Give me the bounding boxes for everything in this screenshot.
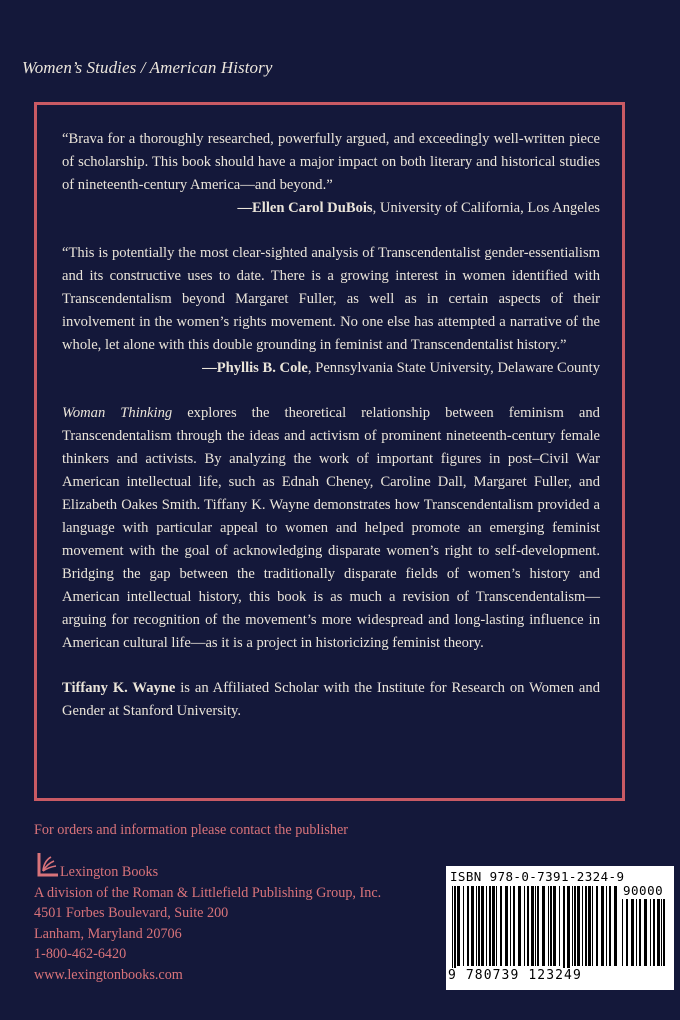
barcode-bar (577, 886, 580, 966)
barcode-bar (567, 886, 570, 974)
barcode-bar (457, 886, 460, 966)
publisher-info (34, 862, 381, 985)
isbn-text: ISBN 978-0-7391-2324-9 (450, 869, 625, 884)
blurb-affiliation-2: , Pennsylvania State University, Delaware County (307, 360, 600, 376)
barcode-bar (596, 886, 598, 966)
barcode-bar (614, 886, 617, 966)
barcode-bar (601, 886, 604, 966)
back-cover-text (62, 128, 600, 723)
publisher-division: A division of the Roman & Littlefield Publishing Group, Inc. (34, 884, 382, 901)
barcode-bar (653, 899, 655, 966)
barcode-bar (550, 886, 552, 966)
barcode-bar (548, 886, 549, 966)
barcode-bar (559, 886, 560, 966)
barcode-bar (496, 886, 497, 966)
barcode-bar (467, 886, 469, 966)
barcode-bar (631, 899, 634, 966)
description-text: explores the theoretical relationship between feminism and Transcendentalism through the ideas and activism of prominent nineteenth-century female thinkers and activists. By analyzing the work of important figures in post–Civil War American intellectual life, such as Ednah Cheney, Caroline Dall, Margaret Fuller, and Elizabeth Oakes Smith. Tiffany K. Wayne demonstrates how Transcendentalism provided a language with particular appeal to women and helped promote an emerging feminist movement with the goal of acknowledging disparate women’s right to self-development. Bridging the gap between the traditionally disparate fields of women’s history and American intellectual history, this book is as much a revision of Transcendentalism—arguing for recognition of the movement’s more widespread and long-lasting influence in American cultural life—as it is a project in historicizing feminist theory. (62, 405, 600, 651)
barcode-bar (513, 886, 515, 966)
barcode-bar (636, 899, 637, 966)
barcode-bar (563, 886, 565, 974)
barcode (446, 866, 674, 990)
barcode-bar (478, 886, 480, 966)
addon-number: 90000 (623, 883, 664, 898)
barcode-bar (663, 899, 665, 966)
barcode-bar (476, 886, 477, 966)
blurb-affiliation-1: , University of California, Los Angeles (372, 200, 600, 216)
book-description (62, 402, 600, 655)
barcode-bar (481, 886, 484, 966)
barcode-bar (489, 886, 491, 966)
blurb-attribution-2 (62, 357, 600, 380)
blurb-attribution-1 (62, 197, 600, 220)
barcode-bar (661, 899, 662, 966)
barcode-bar (572, 886, 573, 966)
barcode-bar (582, 886, 583, 966)
barcode-bar (542, 886, 545, 966)
barcode-bar (585, 886, 587, 966)
publisher-website: www.lexingtonbooks.com (34, 966, 183, 983)
barcode-bar (650, 899, 651, 966)
barcode-bar (535, 886, 536, 966)
barcode-bar (553, 886, 556, 966)
ean-barcode-bars (452, 886, 620, 974)
category-label: Women’s Studies / American History (22, 58, 273, 77)
author-bio (62, 677, 600, 723)
barcode-bar (574, 886, 576, 966)
barcode-bar (463, 886, 464, 966)
barcode-bar (471, 886, 474, 966)
barcode-bar (518, 886, 521, 966)
barcode-bar (500, 886, 502, 966)
barcode-bar (657, 899, 660, 966)
barcode-bar (609, 886, 611, 966)
publisher-name: Lexington Books (60, 864, 159, 880)
ean-number: 9 780739 123249 (448, 968, 582, 983)
blurb-author-1: —Ellen Carol DuBois (237, 200, 373, 216)
barcode-bar (492, 886, 495, 966)
barcode-bar (639, 899, 641, 966)
publisher-phone: 1-800-462-6420 (34, 946, 127, 962)
barcode-bar (606, 886, 607, 966)
barcode-bar (452, 886, 453, 974)
blurb-quote-1: “Brava for a thoroughly researched, powerfully argued, and exceedingly well-written piece of scholarship. This book should have a major impact on both literary and historical studies of nineteenth-century America—and beyond.” (62, 131, 600, 193)
barcode-bar (454, 886, 456, 974)
author-bio-text: is an Affiliated Scholar with the Institute for Research on Women and Gender at Stanford University. (62, 680, 600, 719)
publisher-address-2: Lanham, Maryland 20706 (34, 925, 182, 942)
blurb-author-2: —Phyllis B. Cole (202, 360, 308, 376)
barcode-bar (527, 886, 529, 966)
barcode-bar (486, 886, 487, 966)
barcode-bar (505, 886, 508, 966)
contact-line: For orders and information please contact the publisher (34, 822, 349, 838)
barcode-bar (510, 886, 511, 966)
barcode-bar (588, 886, 591, 966)
barcode-bar (537, 886, 539, 966)
addon-barcode-bars (622, 899, 670, 974)
barcode-bar (531, 886, 534, 966)
blurb-quote-2: “This is potentially the most clear-sighted analysis of Transcendentalist gender-essentialism and its constructive uses to date. There is a growing interest in women identified with Transcendentalism beyond Margaret Fuller, as well as in certain aspects of their involvement in the women’s rights movement. No one else has attempted a narrative of the whole, let alone with this double grounding in feminist and Transcendentalist history.” (62, 245, 600, 353)
publisher-address-1: 4501 Forbes Boulevard, Suite 200 (34, 905, 229, 921)
barcode-bar (622, 899, 623, 966)
barcode-bar (644, 899, 647, 966)
book-title: Woman Thinking (62, 405, 173, 421)
barcode-bar (524, 886, 525, 966)
author-name: Tiffany K. Wayne (62, 680, 176, 696)
barcode-bar (626, 899, 628, 966)
barcode-bar (592, 886, 593, 966)
